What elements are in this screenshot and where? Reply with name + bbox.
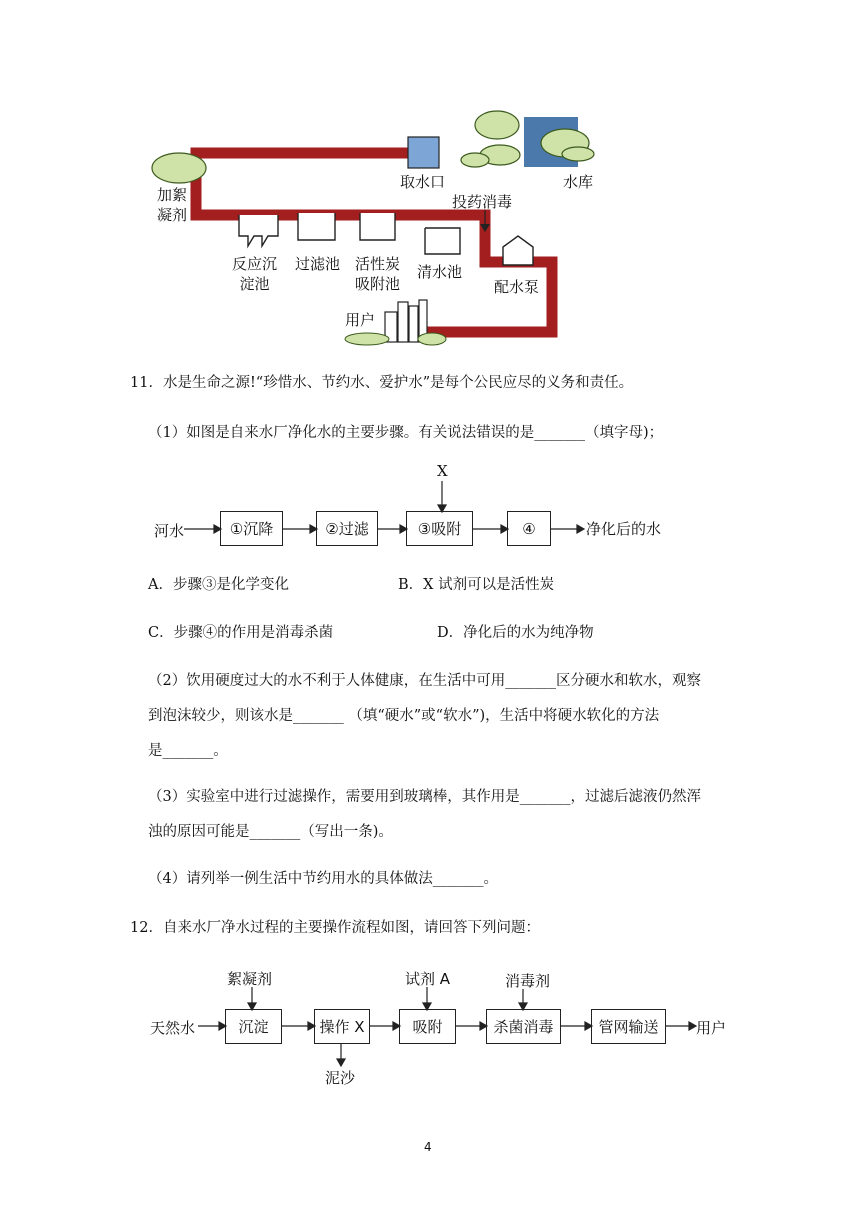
- reservoir-label: 水库: [563, 173, 594, 191]
- flow1-x-label: X: [437, 462, 448, 480]
- flow1-step-2: ②过滤: [316, 511, 378, 546]
- carbon-label: 活性炭 吸附池: [355, 255, 401, 293]
- reservoir-icon: [461, 111, 594, 167]
- intake-label: 取水口: [400, 173, 446, 191]
- q11-option-d: D．净化后的水为纯净物: [437, 625, 594, 641]
- carbon-tank-icon: [360, 213, 395, 240]
- q11-part3-line2: 浊的原因可能是_______（写出一条)。: [148, 824, 393, 840]
- flow1-output: 净化后的水: [586, 520, 662, 538]
- flow2-step-pipeline: 管网输送: [591, 1009, 666, 1044]
- intake-box: [408, 137, 439, 168]
- q11-part3-line1: （3）实验室中进行过滤操作，需要用到玻璃棒，其作用是_______，过滤后滤液仍然浑: [148, 789, 701, 805]
- clear-tank-icon: [425, 228, 460, 254]
- sedimentation-tank-icon: [239, 215, 278, 246]
- flow2-flocculant: 絮凝剂: [227, 970, 273, 988]
- coagulant-tree-icon: [152, 153, 206, 183]
- sedimentation-label: 反应沉 淀池: [232, 255, 278, 293]
- flow2-step-disinfect: 杀菌消毒: [486, 1009, 561, 1044]
- q12-stem: 12．自来水厂净水过程的主要操作流程如图，请回答下列问题：: [130, 920, 540, 936]
- clear-tank-label: 清水池: [417, 263, 463, 281]
- flow1-input: 河水: [154, 522, 185, 540]
- flow2-input: 天然水: [150, 1019, 196, 1037]
- flow2-step-sediment: 沉淀: [225, 1009, 282, 1044]
- pump-label: 配水泵: [494, 278, 540, 296]
- q11-option-a: A．步骤③是化学变化: [148, 577, 289, 593]
- flow2-byproduct: 泥沙: [325, 1069, 356, 1087]
- users-label: 用户: [345, 311, 376, 329]
- q11-part2-line3: 是_______。: [148, 743, 228, 759]
- flow1-step-4: ④: [507, 511, 551, 546]
- pump-house-icon: [503, 236, 533, 265]
- page-number: 4: [424, 1140, 432, 1154]
- q11-option-c: C．步骤④的作用是消毒杀菌: [148, 625, 334, 641]
- flow2-step-adsorb: 吸附: [399, 1009, 456, 1044]
- q11-part4: （4）请列举一例生活中节约用水的具体做法_______。: [148, 871, 498, 887]
- water-pipe: [196, 153, 552, 332]
- flow2-output: 用户: [696, 1019, 727, 1037]
- flow1-step-3: ③吸附: [406, 511, 473, 546]
- q11-part2-line2: 到泡沫较少，则该水是_______ （填“硬水”或“软水”)，生活中将硬水软化的方法: [148, 708, 660, 724]
- flow1-step-1: ①沉降: [220, 511, 283, 546]
- flow2-step-operation-x: 操作 X: [314, 1009, 370, 1044]
- q11-stem: 11．水是生命之源!“珍惜水、节约水、爱护水”是每个公民应尽的义务和责任。: [130, 375, 634, 391]
- flow2-reagent-a: 试剂 A: [405, 970, 451, 988]
- coagulant-label: 加絮 凝剂: [157, 186, 188, 224]
- filter-label: 过滤池: [295, 255, 341, 273]
- q11-option-b: B．X 试剂可以是活性炭: [398, 577, 555, 593]
- flow2-disinfectant: 消毒剂: [505, 972, 551, 990]
- q11-part2-line1: （2）饮用硬度过大的水不利于人体健康，在生活中可用_______区分硬水和软水，观察: [148, 673, 701, 689]
- filter-tank-icon: [298, 213, 335, 240]
- q11-part1: （1）如图是自来水厂净化水的主要步骤。有关说法错误的是_______（填字母)；: [148, 425, 664, 441]
- dosing-label: 投药消毒: [452, 193, 513, 211]
